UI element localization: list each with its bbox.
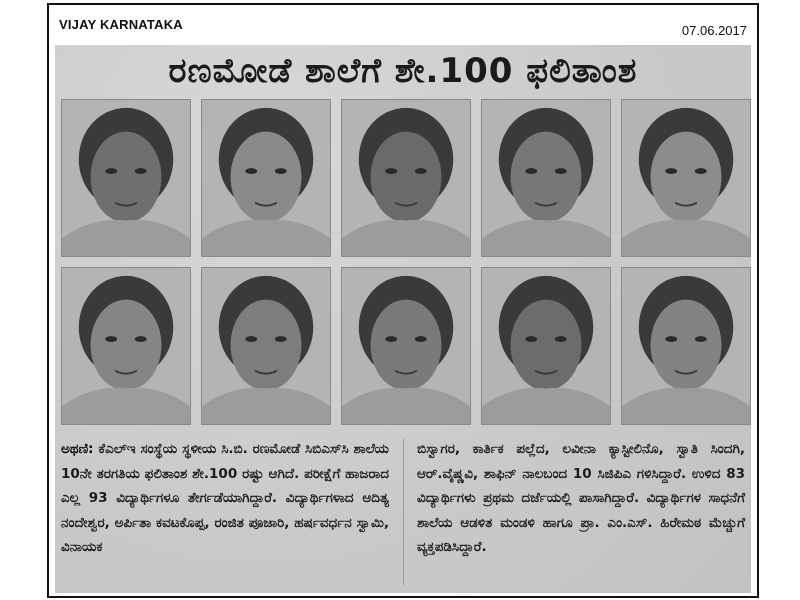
article-column-right [417,437,745,587]
student-photo-r2-1 [61,267,191,425]
article-column-left [61,437,389,587]
student-photo-grid [61,99,751,431]
student-photo-r2-4 [481,267,611,425]
article-dateline: ಅಥಣಿ: [61,441,94,457]
student-portrait [62,268,190,424]
article-body [61,437,751,587]
clipping-header [49,5,757,47]
student-photo-r2-5 [621,267,751,425]
publication-name: VIJAY KARNATAKA [59,17,183,32]
student-portrait [342,268,470,424]
student-portrait [62,100,190,256]
student-photo-r1-5 [621,99,751,257]
student-portrait [202,268,330,424]
student-portrait [342,100,470,256]
publication-date: 07.06.2017 [681,23,747,38]
newspaper-clipping [55,45,751,593]
clipping-frame [47,3,759,598]
headline: ರಣಮೋಡೆ ಶಾಲೆಗೆ ಶೇ.100 ಫಲಿತಾಂಶ [168,51,638,91]
student-portrait [622,268,750,424]
student-portrait [482,100,610,256]
article-left-text: ಕೆಎಲ್ಇ ಸಂಸ್ಥೆಯ ಸ್ಥಳೀಯ ಸಿ.ಬಿ. ರಣಮೋಡೆ ಸಿಬಿಎಸ್‌ಸಿ ಶಾಲೆಯ 10ನೇ ತರಗತಿಯ ಫಲಿತಾಂಶ ಶೇ.100 ರಷ್ಟು ಆಗಿದೆ. ಪರೀಕ್ಷೆಗೆ ಹಾಜರಾದ ಎಲ್ಲ 93 ವಿದ್ಯಾರ್ಥಿಗಳೂ ತೇರ್ಗಡೆಯಾಗಿದ್ದಾರೆ. ವಿದ್ಯಾರ್ಥಿಗಳಾದ ಆದಿತ್ಯ ನಂದೇಶ್ವರ, ಅರ್ಪಿತಾ ಕವಟಕೊಪ್ಪ, ರಂಜಿತ ಪೂಜಾರಿ, ಹರ್ಷವರ್ಧನ ಸ್ವಾಮಿ, ವಿನಾಯಕ [61,441,389,555]
student-photo-r1-1 [61,99,191,257]
student-photo-r1-3 [341,99,471,257]
student-portrait [202,100,330,256]
student-photo-r2-2 [201,267,331,425]
column-divider [403,439,404,585]
student-photo-r1-2 [201,99,331,257]
student-portrait [482,268,610,424]
student-photo-r2-3 [341,267,471,425]
article-right-text: ಬಿಸ್ವಾಗರ, ಕಾರ್ತಿಕ ಪಲ್ಲೆದ, ಲವೀನಾ ಕ್ಯಾಸ್ಟೀಲಿನೊ, ಸ್ವಾತಿ ಸಿಂದಗಿ, ಆರ್.ವೈಷ್ಣವಿ, ಶಾಫಿನ್ ನಾಲಬಂದ 10 ಸಿಜಿಪಿಎ ಗಳಿಸಿದ್ದಾರೆ. ಉಳಿದ 83 ವಿದ್ಯಾರ್ಥಿಗಳು ಪ್ರಥಮ ದರ್ಜೆಯಲ್ಲಿ ಪಾಸಾಗಿದ್ದಾರೆ. ವಿದ್ಯಾರ್ಥಿಗಳ ಸಾಧನೆಗೆ ಶಾಲೆಯ ಆಡಳಿತ ಮಂಡಳಿ ಹಾಗೂ ಪ್ರಾ. ಎಂ.ಎಸ್. ಹಿರೇಮಠ ಮೆಚ್ಚುಗೆ ವ್ಯಕ್ತಪಡಿಸಿದ್ದಾರೆ. [417,441,745,555]
student-portrait [622,100,750,256]
student-photo-r1-4 [481,99,611,257]
